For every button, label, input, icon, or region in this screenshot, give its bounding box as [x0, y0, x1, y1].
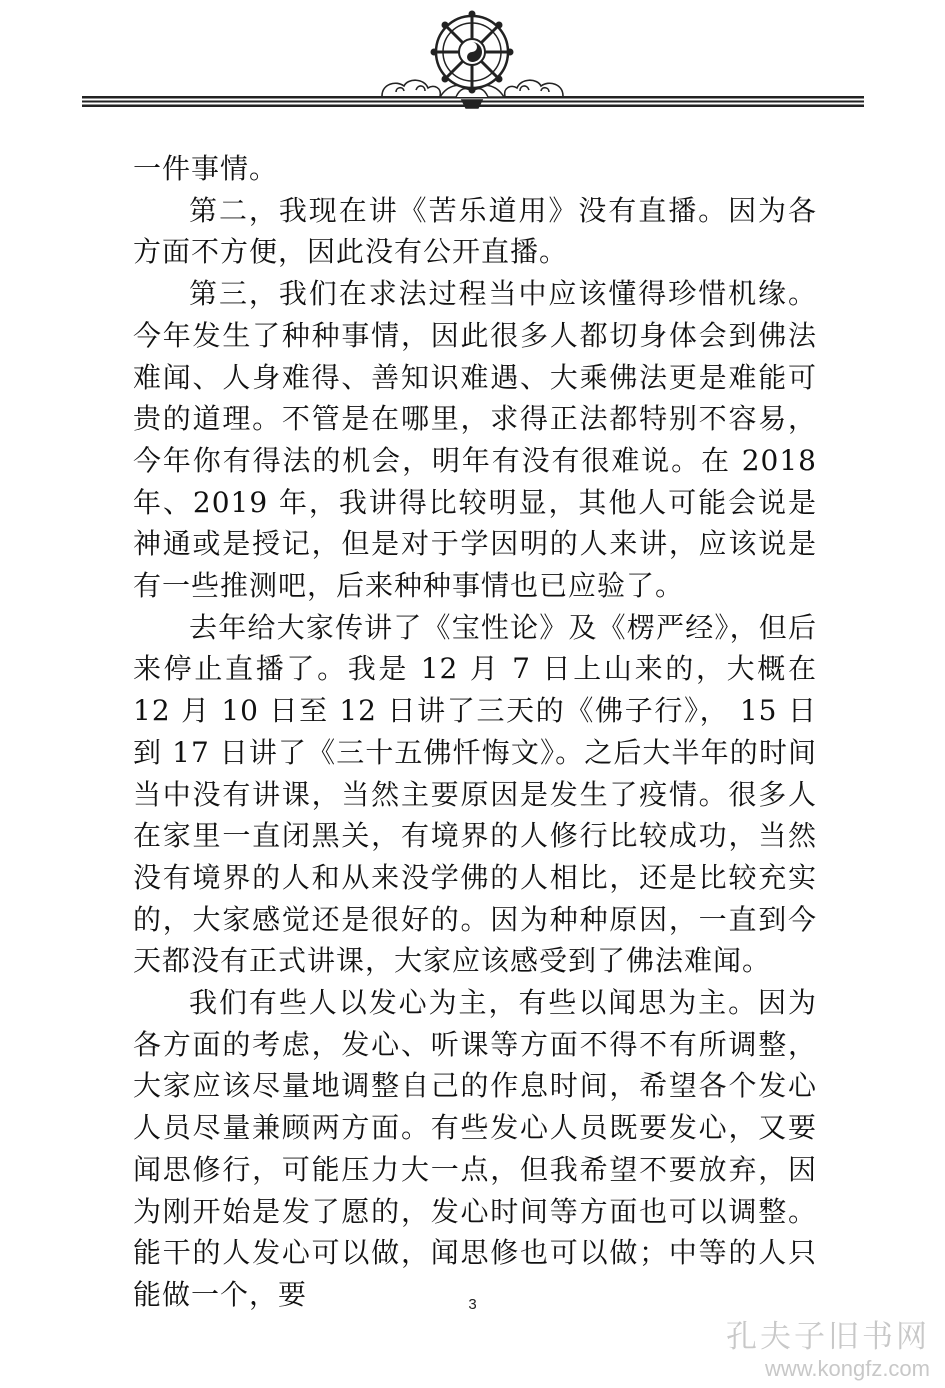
- watermark-url: www.kongfz.com: [764, 1356, 930, 1381]
- watermark-title: 孔夫子旧书网: [726, 1319, 930, 1355]
- page-number: 3: [468, 1296, 477, 1313]
- paragraph: 一件事情。: [133, 152, 279, 185]
- document-body: [133, 148, 817, 1316]
- page-header: [0, 0, 945, 120]
- paragraph: 第二，我现在讲《苦乐道用》没有直播。因为各方面不方便，因此没有公开直播。: [133, 193, 817, 269]
- paragraph: 第三，我们在求法过程当中应该懂得珍惜机缘。今年发生了种种事情，因此很多人都切身体会到佛法难闻、人身难得、善知识难遇、大乘佛法更是难能可贵的道理。不管是在哪里，求得正法都特别不容易，今年你有得法的机会，明年有没有很难说。在 2018 年、2019 年，我讲得比较明显，其他人可能会说是神通或是授记，但是对于学因明的人来讲，应该说是有一些推测吧，后来种种事情也已应验了。: [133, 277, 817, 603]
- watermark: [705, 1318, 930, 1384]
- cloud-scroll-right: [505, 80, 563, 96]
- header-ornament: [0, 0, 945, 120]
- paragraph: 去年给大家传讲了《宝性论》及《楞严经》，但后来停止直播了。我是 12 月 7 日上山来的，大概在 12 月 10 日至 12 日讲了三天的《佛子行》， 15 日到 17 日讲了《三十五佛忏悔文》。之后大半年的时间当中没有讲课，当然主要原因是发生了疫情。很多人在家里一直闭黑关，有境界的人修行比较成功，当然没有境界的人和从来没学佛的人相比，还是比较充实的，大家感觉还是很好的。因为种种原因，一直到今天都没有正式讲课，大家应该感受到了佛法难闻。: [133, 610, 817, 978]
- dharma-wheel-icon: [431, 11, 514, 94]
- cloud-scroll-left: [382, 80, 440, 96]
- paragraph: 我们有些人以发心为主，有些以闻思为主。因为各方面的考虑，发心、听课等方面不得不有所调整，大家应该尽量地调整自己的作息时间，希望各个发心人员尽量兼顾两方面。有些发心人员既要发心，又要闻思修行，可能压力大一点，但我希望不要放弃，因为刚开始是发了愿的，发心时间等方面也可以调整。能干的人发心可以做，闻思修也可以做；中等的人只能做一个，要: [133, 986, 817, 1311]
